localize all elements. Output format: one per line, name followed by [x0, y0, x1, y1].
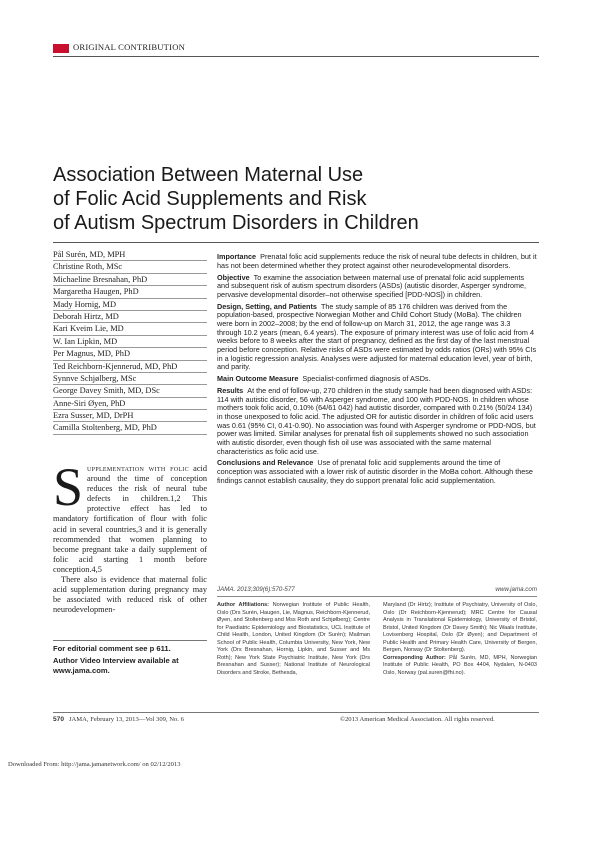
journal-issue: JAMA, February 13, 2013—Vol 309, No. 6	[68, 716, 184, 723]
intro-smallcaps: upplementation with folic	[87, 464, 189, 473]
journal-url[interactable]: www.jama.com	[495, 586, 537, 593]
author: Ezra Susser, MD, DrPH	[53, 410, 207, 422]
author: Ted Reichborn-Kjennerud, MD, PhD	[53, 361, 207, 373]
drop-cap: S	[53, 457, 84, 517]
title-line: of Folic Acid Supplements and Risk	[53, 188, 367, 210]
author: Christine Roth, MSc	[53, 261, 207, 273]
abstract-importance	[217, 253, 537, 270]
abstract-heading: Design, Setting, and Patients	[217, 301, 317, 311]
abstract-design	[217, 303, 537, 372]
title-line: Association Between Maternal Use	[53, 164, 364, 186]
notes-rule	[53, 640, 207, 641]
author: Mady Hornig, MD	[53, 299, 207, 311]
abstract-objective	[217, 274, 537, 300]
corresponding-text: Pål Surén, MD, MPH, Norwegian Institute of Public Health, PO Box 4404, Nydalen, N-0403 Oslo, Norway (pal.suren@fhi.no).	[383, 654, 537, 676]
affiliations-right	[383, 602, 537, 677]
abstract-text: Specialist-confirmed diagnosis of ASDs.	[302, 374, 431, 384]
author: Pål Surén, MD, MPH	[53, 249, 207, 261]
author: Camilla Stoltenberg, MD, PhD	[53, 422, 207, 434]
abstract	[217, 253, 537, 489]
abstract-heading: Main Outcome Measure	[217, 374, 299, 384]
author: W. Ian Lipkin, MD	[53, 336, 207, 348]
abstract-text: Use of prenatal folic acid supplements around the time of conception was associated with a lower risk of autistic disorder in the MoBa cohort. Although these findings cannot establish causality, they do support prenatal folic acid supplementation.	[217, 458, 533, 485]
footer-rule	[53, 712, 539, 713]
abstract-rule	[217, 596, 537, 597]
abstract-text: Prenatal folic acid supplements reduce the risk of neural tube defects in children, but it has not been determined whether they protect against other neurodevelopmental disorders.	[217, 252, 537, 270]
notes-box	[53, 644, 207, 678]
affiliations-text-cont: Maryland (Dr Hirtz); Institute of Psychiatry, University of Oslo, Oslo (Dr Reichborn-Kjennerud); MRC Centre for Causal Analysis in Translational Epidemiology, University of Bristol, Bristol, United Kingdom (Dr Davey Smith); Nic Waals Institute, Lovisenberg Hospital, Oslo (Dr Øyen); and Department of Public Health and Primary Health Care, University of Bergen, Bergen, Norway (Dr Stoltenberg).	[383, 602, 537, 653]
intro-paragraph-1	[53, 457, 207, 575]
section-label: ORIGINAL CONTRIBUTION	[73, 42, 186, 52]
affiliations-left	[217, 602, 370, 677]
author-list	[53, 249, 207, 435]
editorial-note: For editorial comment see p 611.	[53, 644, 171, 653]
abstract-text: At the end of follow-up, 270 children in the study sample had been diagnosed with ASDs: 114 with autistic disorder, 56 with Asperger syndrome, and 100 with PDD-NOS. In children whose mothers took folic acid, 0.10% (64/61 042) had autistic disorder, compared with 0.21% (50/24 134) in those unexposed to folic acid. The adjusted OR for autistic disorder in children of folic acid users was 0.61 (95% CI, 0.41-0.90). No association was found with Asperger syndrome or PDD-NOS, but power was limited. Similar analyses for prenatal fish oil supplements showed no such association with autistic disorder, even though fish oil use was associated with the same maternal characteristics as folic acid use.	[217, 385, 536, 456]
intro-para1-text: acid around the time of conception reduces the risk of neural tube defects in children.1,2 This protective effect has led to mandatory fortification of flour with folic acid in several countries,3 and it is generally recommended that women planning to become pregnant take a daily supplement of folic acid starting 1 month before conception.4,5	[53, 464, 207, 574]
citation: JAMA. 2013;309(6):570-577	[217, 586, 295, 593]
abstract-outcome	[217, 375, 537, 384]
article-title	[53, 163, 533, 235]
page-number: 570	[53, 716, 65, 723]
author: Margaretha Haugen, PhD	[53, 286, 207, 298]
title-rule	[53, 242, 539, 243]
author: Deborah Hirtz, MD	[53, 311, 207, 323]
abstract-text: To examine the association between maternal use of prenatal folic acid supplements and subsequent risk of autism spectrum disorders (ASDs) (autistic disorder, Asperger syndrome, pervasive developmental disorder–not otherwise specified [PDD-NOS]) in children.	[217, 272, 527, 299]
abstract-heading: Results	[217, 385, 244, 395]
affiliations-heading: Author Affiliations:	[217, 602, 270, 608]
download-stamp: Downloaded From: http://jama.jamanetwork.com/ on 02/12/2013	[8, 761, 181, 768]
author: Anne-Siri Øyen, PhD	[53, 398, 207, 410]
copyright: ©2013 American Medical Association. All rights reserved.	[340, 716, 495, 723]
title-line: of Autism Spectrum Disorders in Children	[53, 212, 419, 234]
intro-paragraph-2: There also is evidence that maternal folic acid supplementation during pregnancy may be associated with reduced risk of other neurodevelopmen-	[53, 575, 207, 615]
corresponding-heading: Corresponding Author:	[383, 654, 446, 661]
intro-text	[53, 457, 207, 615]
header-rule	[53, 56, 539, 57]
video-note: Author Video Interview available at www.jama.com.	[53, 656, 179, 675]
abstract-text: The study sample of 85 176 children was derived from the population-based, prospective Norwegian Mother and Child Cohort Study (MoBa). The children were born in 2002–2008; by the end of follow-up on March 31, 2012, the age range was 3.3 through 10.2 years (mean, 6.4 years). The exposure of primary interest was use of folic acid from 4 weeks before to 8 weeks after the start of pregnancy, defined as the first day of the last menstrual period before conception. Relative risks of ASDs were estimated by odds ratios (ORs) with 95% CIs in a logistic regression analysis. Analyses were adjusted for maternal education level, year of birth, and parity.	[217, 301, 537, 372]
footer-left	[53, 716, 184, 723]
abstract-heading: Objective	[217, 272, 250, 282]
author: Per Magnus, MD, PhD	[53, 348, 207, 360]
abstract-conclusions	[217, 459, 537, 485]
author: Kari Kveim Lie, MD	[53, 323, 207, 335]
abstract-heading: Importance	[217, 252, 257, 261]
affiliations-text: Norwegian Institute of Public Health, Oslo (Drs Surén, Haugen, Lie, Magnus, Reichborn-Kjennerud, Øyen, and Stoltenberg and Mss Roth and Schjølberg); Centre for Paediatric Epidemiology and Biostatistics, UCL Institute of Child Health, London, United Kingdom (Dr Surén); Mailman School of Public Health, Columbia University, New York, New York (Drs Bresnahan, Hornig, Lipkin, and Susser and Ms Roth); New York State Psychiatric Institute, New York (Drs Bresnahan and Susser); National Institute of Neurological Disorders and Stroke, Bethesda,	[217, 602, 370, 676]
author: Synnve Schjølberg, MSc	[53, 373, 207, 385]
author: George Davey Smith, MD, DSc	[53, 385, 207, 397]
abstract-results	[217, 387, 537, 456]
citation-line	[217, 586, 537, 593]
section-color-bar	[53, 44, 69, 53]
abstract-heading: Conclusions and Relevance	[217, 458, 314, 468]
author: Michaeline Bresnahan, PhD	[53, 274, 207, 286]
